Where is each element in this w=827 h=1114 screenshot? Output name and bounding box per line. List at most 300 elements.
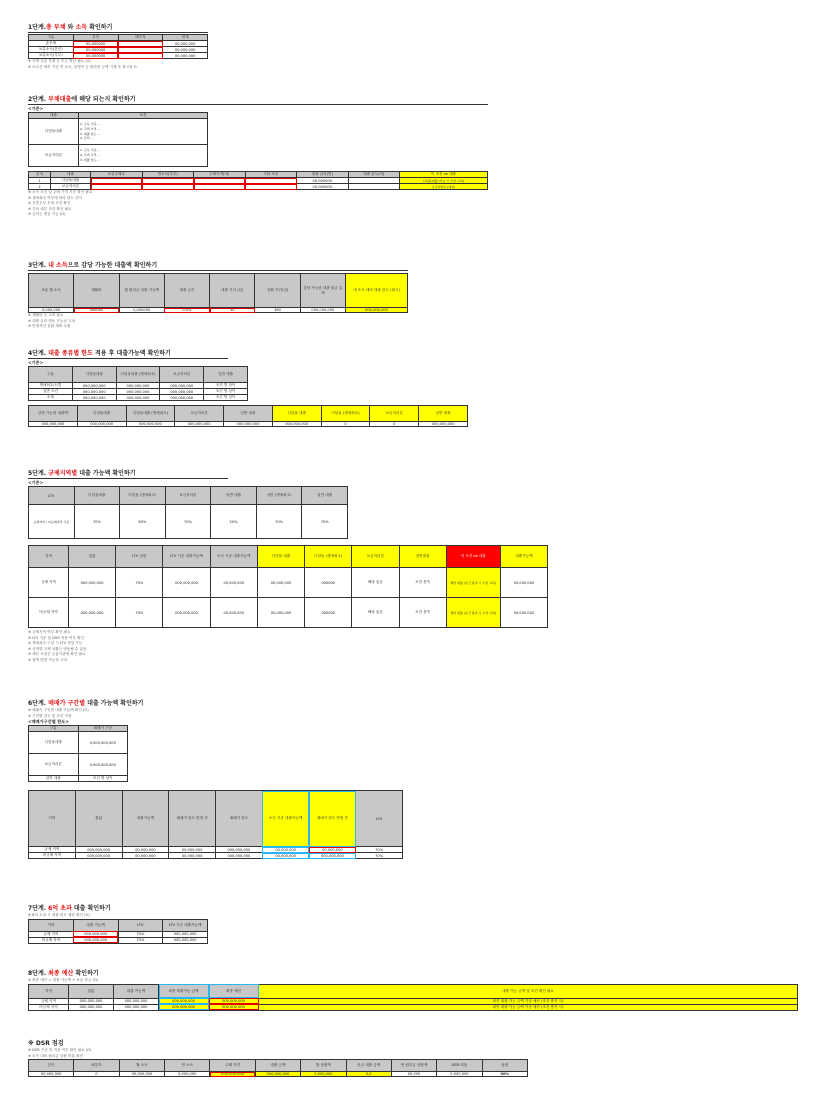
table-cell: 000,000,000	[216, 853, 263, 859]
title-text: 5단계.	[28, 470, 47, 477]
title-text: 총 부채	[46, 24, 66, 31]
table-cell: 70%	[356, 853, 403, 859]
table-header: LTV	[356, 791, 403, 847]
step5-criteria-table	[28, 486, 348, 539]
table-cell: 000,000,000	[419, 422, 468, 427]
table-header: 구분	[29, 367, 73, 383]
criteria-label: <기준>	[28, 480, 44, 485]
table-cell: 최종 대출 가능 금액 기준 예산 (조건 충족 시)	[259, 998, 798, 1004]
title-text: 대출 확인하기	[73, 905, 111, 912]
table-cell: 총부채	[29, 41, 74, 47]
table-header: 대출 가능 금액 및 조건 확인 필요	[259, 984, 798, 998]
table-header: 매매가 한도 반영 후	[309, 791, 356, 847]
table-cell[interactable]	[245, 184, 297, 190]
table-cell: 000,000,000	[300, 308, 345, 313]
table-header: 보금자리론	[165, 487, 211, 505]
table-cell: 000,000,000	[160, 383, 204, 389]
table-header: 배우자	[74, 1060, 119, 1072]
table-header: 대출가능액	[500, 546, 547, 568]
table-cell: 000,000,000	[159, 1004, 209, 1010]
table-cell: 00,000,000	[122, 847, 169, 853]
table-header: 보유주택수	[91, 172, 143, 178]
table-cell: 보금자리론	[51, 184, 91, 190]
table-cell	[348, 184, 400, 190]
table-cell: 70%	[116, 598, 163, 628]
table-header: 연소득(부부)	[142, 172, 194, 178]
note: ※ 지역별 규제 상황은 변동될 수 있음	[28, 646, 87, 651]
table-header: 월 상환액	[301, 1060, 346, 1072]
step2-section	[28, 96, 488, 218]
table-header: 합계	[163, 35, 208, 41]
title-text: 으로 감당 가능한 대출액 확인하기	[67, 262, 158, 269]
step6-table	[28, 790, 403, 859]
table-header: 일반 대출	[204, 367, 248, 383]
table-cell: 2	[29, 184, 51, 190]
table-cell[interactable]: 0.0%	[164, 308, 209, 313]
table-cell: 00,000,000	[500, 598, 547, 628]
table-cell: 비규제 지역	[29, 937, 74, 943]
table-header: 매매가 한도	[216, 791, 263, 847]
table-cell: 000,000,000	[346, 308, 408, 313]
table-header: 디딤돌 대출	[257, 546, 304, 568]
table-cell: 000,000,000	[309, 853, 356, 859]
table-cell: 000,000,000	[69, 998, 114, 1004]
table-cell: 조건 충족	[399, 568, 446, 598]
table-cell: 디딤돌대출 (가능 시 우선 고려)	[400, 178, 488, 184]
note: ※ 소득 조건 및 주택 가격 기준 확인 필요	[28, 190, 93, 194]
table-cell: 일반 대출	[29, 776, 79, 782]
table-cell: 일반 조건	[29, 389, 73, 395]
table-row	[29, 53, 208, 59]
title-text: 확인하기	[75, 970, 99, 977]
table-cell: 0,0	[346, 1072, 391, 1077]
table-cell[interactable]: 00,000000	[73, 41, 118, 47]
table-cell: 000,000,000	[209, 998, 259, 1004]
table-header: 월 원리금 상환 가능액	[119, 274, 164, 308]
table-cell: 000,000,000	[75, 853, 122, 859]
table-row	[29, 1072, 528, 1077]
table-cell: 생애최초/신혼	[29, 383, 73, 389]
table-header: 집값	[69, 546, 116, 568]
table-cell: 000,000,000	[69, 568, 116, 598]
table-cell: 1. 소득 기준 … 2. 주택 가격 … 3. 대출 한도 …	[79, 145, 208, 167]
criteria-label: <매매가구간별 한도>	[28, 719, 69, 724]
table-header: 일반 (생애최초)	[256, 487, 302, 505]
note: ※ LTV 기준 및 DSR 적용 여부 확인	[28, 635, 84, 640]
table-row	[29, 505, 348, 539]
table-cell: 비규제 지역	[29, 853, 76, 859]
table-header: 상환 기간(년)	[255, 274, 300, 308]
table-cell: 1	[29, 178, 51, 184]
table-header: 판정	[482, 1060, 527, 1072]
table-row	[29, 1060, 528, 1072]
table-cell: 000,000,000	[69, 1004, 114, 1010]
dsr-title: ※ DSR 점검	[28, 1040, 64, 1047]
table-header: 주택 가격	[210, 1060, 255, 1072]
step6-section	[28, 700, 403, 859]
table-row	[29, 274, 408, 308]
divider	[28, 270, 408, 271]
note: ※ 세부 조건은 금융기관에 확인 필요	[28, 652, 86, 656]
table-header: 지역	[29, 919, 74, 931]
table-cell: 0,000,000,000	[78, 754, 128, 776]
table-header: 디딤돌대출	[74, 487, 120, 505]
note: ※ 기타 세부 조건 확인 필요	[28, 206, 72, 211]
note: ※ 생애최초 구입 시 LTV 상향 가능	[28, 641, 83, 645]
table-cell: 디딤돌대출	[51, 178, 91, 184]
table-header: 감당 가능한 대출액	[29, 406, 78, 422]
table-cell: 70%	[116, 568, 163, 598]
table-cell: 70%	[302, 505, 348, 539]
table-cell: 00,000	[391, 1072, 436, 1077]
table-cell: 디딤돌대출	[29, 732, 79, 754]
table-cell: 조건 별 상이	[204, 395, 248, 401]
table-header: 보금자리론	[352, 546, 399, 568]
table-cell: 000,000,000	[77, 422, 126, 427]
table-header: 본인	[73, 35, 118, 41]
table-cell[interactable]	[142, 184, 194, 190]
table-cell: 0,000,000	[301, 1072, 346, 1077]
table-cell: 000,000,000	[159, 998, 209, 1004]
table-cell: 00,000,000	[257, 598, 304, 628]
title-text: 와	[67, 24, 74, 31]
step1-title	[28, 24, 208, 32]
note: ※ 구간별 한도 및 조건 적용	[28, 713, 72, 718]
table-cell: 조건 충족	[399, 598, 446, 628]
table-row	[29, 791, 403, 847]
table-cell[interactable]: 00,000000	[73, 47, 118, 53]
table-header: 지역	[29, 546, 69, 568]
step8-section	[28, 970, 798, 1011]
step7-section	[28, 905, 208, 944]
title-text: 2단계.	[28, 96, 47, 103]
table-cell: 00,000,000	[262, 853, 309, 859]
note: ※ 최종 예산 = 대출 가능액 + 보유 자금 (O)	[28, 978, 99, 982]
note: ※ 금리는 변동 가능 (O)	[28, 212, 66, 216]
table-cell: 00,000,000	[257, 568, 304, 598]
note: ※ 정책 변경 가능성 고려	[28, 657, 67, 662]
title-text: 6억 초과	[48, 905, 72, 912]
note: ※ 6억 초과 시 대출 한도 제한 확인 (O)	[28, 913, 90, 917]
table-row	[29, 119, 208, 145]
step3-title	[28, 262, 408, 270]
divider	[28, 104, 488, 105]
dsr-table	[28, 1059, 528, 1077]
table-cell: 조건 별 상이	[204, 383, 248, 389]
table-header: 대출	[51, 172, 91, 178]
table-header: 기타 조건	[245, 172, 297, 178]
divider	[28, 32, 208, 33]
title-text: 대출 가능액 확인하기	[79, 470, 136, 477]
table-cell: 0	[321, 422, 370, 427]
table-cell: 70%	[256, 505, 302, 539]
table-header: 디딤돌 (생애최초)	[321, 406, 370, 422]
table-cell: 000,000,000	[160, 389, 204, 395]
step8-title	[28, 970, 798, 978]
title-text: 대출 가능액 확인하기	[87, 700, 144, 707]
table-cell: 000,000,000	[69, 598, 116, 628]
table-header: LTV 상한	[116, 546, 163, 568]
table-header: 내 소득 대비 대출 한도 (참고)	[346, 274, 408, 308]
table-header: 집값	[69, 984, 114, 998]
table-cell: 1. 소득 기준 … 2. 주택 가격 … 3. 대출 한도 … 4. 금리 …	[79, 119, 208, 145]
table-header: 디딤돌대출 (생애최초)	[116, 367, 160, 383]
title-text: 매매가 구간별	[48, 700, 86, 707]
table-header: 월 소득	[119, 1060, 164, 1072]
table-cell: 조건 별 상이	[78, 776, 128, 782]
table-cell: 디딤돌대출	[29, 119, 79, 145]
title-text: 4단계.	[28, 350, 47, 357]
title-text: 에 해당 되는지 확인하기	[71, 96, 136, 103]
table-header: 신규 대출 금액	[346, 1060, 391, 1072]
table-header: 일반 대출	[224, 406, 273, 422]
title-text: 부채대출	[48, 96, 72, 103]
table-cell: 00,000,000	[29, 1072, 74, 1077]
table-cell[interactable]: 30	[210, 308, 255, 313]
table-header: 감당 가능한 대출 원금 총액	[300, 274, 345, 308]
table-header: 보금자리론	[160, 367, 204, 383]
table-cell: 70%	[118, 937, 163, 943]
step8-table	[28, 984, 798, 1011]
title-text: 1단계.	[28, 24, 47, 31]
table-cell: 해당 대출 (조건 충족 시 우선 고려)	[446, 598, 500, 628]
table-header: 일반 대출	[211, 487, 257, 505]
table-cell: 00,000,000	[119, 1072, 164, 1077]
note: ※ 규제지역 여부 확인 필요	[28, 630, 71, 634]
table-cell: 규제지역 / 비규제지역 기준	[29, 505, 75, 539]
note: ※ 대출 금리 변동 가능성 고려	[28, 318, 75, 323]
table-cell: 보유소득(본인)	[29, 47, 74, 53]
title-text: 적용 후 대출가능액 확인하기	[94, 350, 171, 357]
step4-title	[28, 350, 468, 358]
note: ※ 가계 금융 부채 등 모두 합산 필요 (O)	[28, 59, 91, 63]
table-header: 대출 금리(연)	[297, 172, 349, 178]
note: ※ 생활비 등 고려 필요	[28, 313, 64, 317]
table-row	[29, 568, 548, 598]
table-cell: 0,000,000	[437, 1072, 482, 1077]
table-cell: 00,000000	[297, 184, 349, 190]
table-row	[29, 853, 403, 859]
table-header: 구분	[29, 35, 74, 41]
table-header: 최종 대출가능 금액	[159, 984, 209, 998]
table-header: 구분	[29, 726, 79, 732]
table-cell: 규제 지역	[29, 568, 69, 598]
table-header: 대출 금리	[164, 274, 209, 308]
table-header: 보금자리론	[370, 406, 419, 422]
divider	[28, 358, 228, 359]
title-text: 내 소득	[48, 262, 68, 269]
table-cell: 000,000,000	[272, 422, 321, 427]
table-cell: 000000	[305, 568, 352, 598]
table-row	[29, 919, 208, 931]
table-cell: 규제 지역	[29, 931, 74, 937]
table-header: LTV	[118, 919, 163, 931]
table-row	[29, 754, 128, 776]
table-cell: 000,000,000	[72, 389, 116, 395]
table-header: 본인	[29, 1060, 74, 1072]
table-header: LTV 기준 대출가능액	[163, 546, 210, 568]
title-text: 소득	[75, 24, 88, 31]
table-cell: 소계	[29, 395, 73, 401]
table-cell[interactable]	[91, 184, 143, 190]
table-cell: 보유소득(부부)	[29, 53, 74, 59]
table-cell: 00,000,000	[163, 53, 208, 59]
table-cell: 000,000,000	[114, 1004, 159, 1010]
table-cell: 00,000,000	[210, 598, 257, 628]
table-header: 최종 예산	[209, 984, 259, 998]
table-cell: 보금자리론	[29, 754, 79, 776]
table-cell: 70%	[118, 931, 163, 937]
table-cell: 000,000,000	[175, 422, 224, 427]
table-cell: 000000	[305, 598, 352, 628]
table-header: 디딤돌 (생애최초)	[120, 487, 166, 505]
table-cell: 50%	[211, 505, 257, 539]
table-row	[29, 732, 128, 754]
table-header: 지역	[29, 984, 69, 998]
table-cell: 000,000,000	[163, 598, 210, 628]
table-cell[interactable]	[118, 53, 163, 59]
table-header: 대출	[29, 113, 79, 119]
table-header: 디딤돌 대출	[272, 406, 321, 422]
table-header: 매매가 한도 반영 전	[169, 791, 216, 847]
table-cell: 000,000,000	[163, 931, 208, 937]
table-cell: 000,000,000	[210, 1072, 255, 1077]
step5-title	[28, 470, 548, 478]
step1-table	[28, 34, 208, 59]
title-text: 3단계.	[28, 262, 47, 269]
table-cell: 000,000,000	[29, 422, 78, 427]
table-cell: 70%	[74, 505, 120, 539]
table-cell: 0	[370, 422, 419, 427]
table-header: 일반 대출	[419, 406, 468, 422]
table-cell: 00,000,000	[309, 847, 356, 853]
table-cell: 0,000,000,000	[78, 732, 128, 754]
dsr-section	[28, 1040, 528, 1077]
table-row	[29, 1004, 798, 1010]
table-cell: 360	[255, 308, 300, 313]
table-row	[29, 367, 248, 383]
table-row	[29, 422, 468, 427]
note: ※ 생애최초 여부에 따라 한도 상이	[28, 195, 82, 200]
table-header: 일반대출	[399, 546, 446, 568]
title-text: 최종 예산	[48, 970, 74, 977]
step5-section	[28, 470, 548, 663]
table-header: 대출 금액	[255, 1060, 300, 1072]
step4-table	[28, 405, 468, 427]
step2-title	[28, 96, 488, 104]
table-header: 연 소득	[165, 1060, 210, 1072]
table-header: LTV	[29, 487, 75, 505]
table-cell: 최종 대출 가능 금액 기준 예산 (조건 충족 시)	[259, 1004, 798, 1010]
table-cell: 000,000,000	[224, 422, 273, 427]
note: ※ 소득 대비 원리금 상환 비율 확인	[28, 1053, 83, 1058]
table-cell: 70%	[356, 847, 403, 853]
table-header: 대출가능액	[122, 791, 169, 847]
table-cell[interactable]: 000000	[74, 308, 119, 313]
step2-criteria-table	[28, 112, 208, 167]
table-cell[interactable]	[194, 184, 246, 190]
table-cell: 00,000,000	[210, 568, 257, 598]
table-cell: 00,000,000	[262, 847, 309, 853]
step6-title	[28, 700, 403, 708]
note: ※ 매매가 구간별 대출 가능액 확인 (O)	[28, 708, 89, 712]
step2-table	[28, 171, 488, 190]
table-cell: 000,000,000	[126, 422, 175, 427]
step4-section	[28, 350, 468, 427]
table-cell[interactable]: 00,000000	[73, 53, 118, 59]
table-header: DSR 비율	[437, 1060, 482, 1072]
note: ※ 안정적인 상환 계획 수립	[28, 324, 71, 328]
table-cell: 000,000,000	[116, 383, 160, 389]
table-row	[29, 546, 548, 568]
table-cell: 해당 대출 (조건 충족 시 우선 고려)	[446, 568, 500, 598]
table-cell: 000,000,000	[209, 1004, 259, 1010]
table-header: 디딤돌대출	[72, 367, 116, 383]
table-header: 이 조건 ok 대출	[446, 546, 500, 568]
table-cell: 해당 없음	[352, 568, 399, 598]
table-header: 지역	[29, 791, 76, 847]
step1-section	[28, 24, 208, 70]
step4-criteria-table	[28, 366, 248, 401]
step7-table	[28, 919, 208, 944]
table-header: 보유 월 소득	[29, 274, 74, 308]
table-cell: 비규제 지역	[29, 598, 69, 628]
table-cell: 70%	[165, 505, 211, 539]
divider	[28, 478, 228, 479]
table-cell: 000,000,000	[116, 395, 160, 401]
criteria-label: <기준>	[28, 360, 44, 365]
table-header: 순서	[29, 172, 51, 178]
table-cell: 000,000,000	[116, 389, 160, 395]
table-cell: 보금자리론 (대안)	[400, 184, 488, 190]
title-text: 8단계.	[28, 970, 47, 977]
step3-table	[28, 273, 408, 313]
table-row	[29, 776, 128, 782]
table-cell: 000,000,000	[163, 568, 210, 598]
table-header: 소득 기준 대출가능액	[210, 546, 257, 568]
table-cell: 00,000,000	[163, 47, 208, 53]
table-header: 대출 기간 (년)	[210, 274, 255, 308]
table-cell: 비규제 지역	[29, 1004, 69, 1010]
note: ※ DSR 기준 및 적용 여부 확인 필요 (O)	[28, 1048, 92, 1052]
title-text: 규제지역별	[48, 470, 78, 477]
table-cell: 보금자리론	[29, 145, 79, 167]
table-cell: 00,000,000	[169, 853, 216, 859]
table-row	[29, 145, 208, 167]
table-header: 일반 대출	[302, 487, 348, 505]
table-header: 디딤돌대출 (생애최초)	[126, 406, 175, 422]
table-cell: 00,000,000	[500, 568, 547, 598]
table-cell: 000,000,000	[216, 847, 263, 853]
table-cell: 0,000,000	[165, 1072, 210, 1077]
table-header: 소득 기준 대출가능액	[262, 791, 309, 847]
table-cell: 조건 별 상이	[204, 389, 248, 395]
title-text: 7단계.	[28, 905, 47, 912]
table-header: 배우자	[118, 35, 163, 41]
table-cell: 000,000,000	[163, 937, 208, 943]
note: ※ 소득은 세후 기준 연 소득, 맞벌이 등 합산한 금액 기재 후 참고용 O	[28, 64, 137, 69]
table-row	[29, 598, 548, 628]
table-row	[29, 984, 798, 998]
table-cell: 규제 지역	[29, 998, 69, 1004]
step3-section	[28, 262, 408, 330]
table-row	[29, 406, 468, 422]
table-cell: 규제 지역	[29, 847, 76, 853]
table-cell: 해당 없음	[352, 598, 399, 628]
table-header: 대출 한도(억)	[348, 172, 400, 178]
title-text: 확인하기	[89, 24, 113, 31]
table-cell: 000,000,000	[73, 931, 118, 937]
